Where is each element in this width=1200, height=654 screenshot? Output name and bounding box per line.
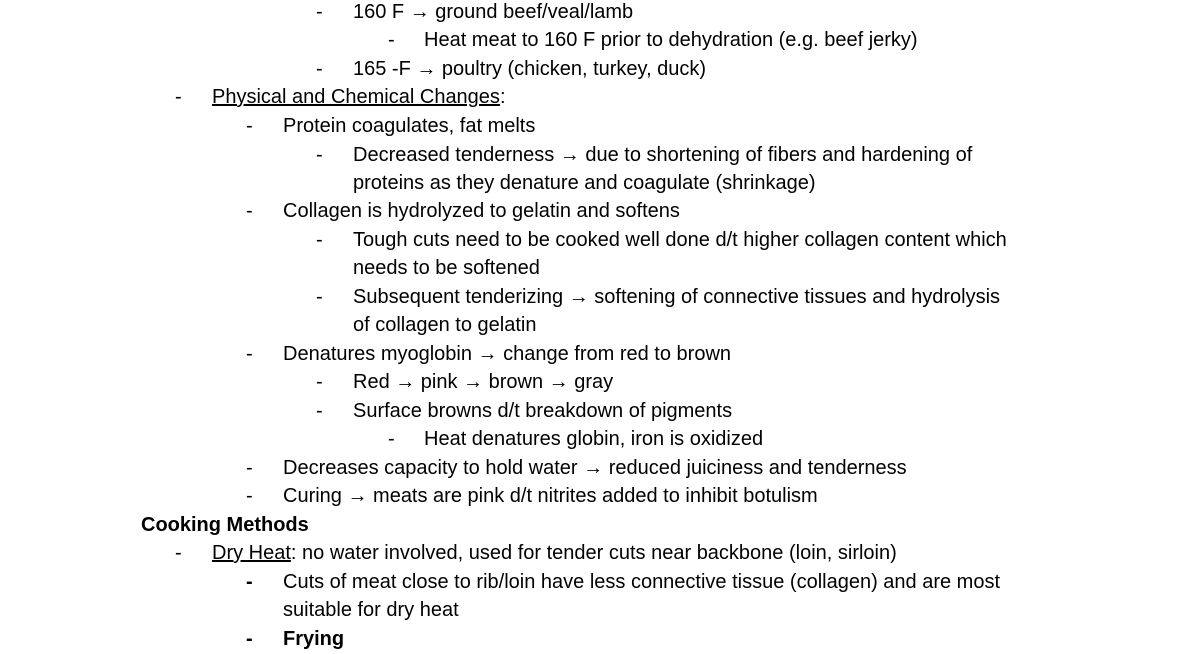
list-item: Collagen is hydrolyzed to gelatin and softens [283, 200, 680, 222]
list-item: Cuts of meat close to rib/loin have less connective tissue (collagen) and are most [283, 571, 1001, 593]
list-bullet: - [388, 29, 395, 51]
list-item: Decreased tenderness → due to shortening of fibers and hardening of [353, 144, 973, 166]
list-item: Denatures myoglobin → change from red to brown [283, 343, 732, 365]
list-item-continuation: suitable for dry heat [283, 599, 459, 621]
frying-heading: Frying [283, 628, 345, 650]
list-item: Subsequent tenderizing → softening of connective tissues and hydrolysis [353, 286, 1001, 308]
list-bullet: - [246, 200, 253, 222]
section-heading-label: Physical and Chemical Changes [212, 86, 500, 108]
list-bullet: - [316, 286, 323, 308]
list-item-continuation: of collagen to gelatin [353, 314, 537, 336]
list-item: Decreases capacity to hold water → reduced juiciness and tenderness [283, 457, 907, 479]
list-bullet: - [316, 58, 323, 80]
list-bullet: - [246, 628, 253, 650]
list-bullet: - [246, 571, 253, 593]
list-item: Surface browns d/t breakdown of pigments [353, 400, 733, 422]
list-bullet: - [316, 371, 323, 393]
list-item: Protein coagulates, fat melts [283, 115, 536, 137]
list-bullet: - [316, 1, 323, 23]
dry-heat-item [212, 541, 897, 565]
list-bullet: - [388, 428, 395, 450]
list-bullet: - [316, 144, 323, 166]
section-heading-physical-chemical [212, 85, 506, 109]
list-item: Red → pink → brown → gray [353, 371, 614, 393]
list-item: Tough cuts need to be cooked well done d/t higher collagen content which [353, 229, 1007, 251]
dry-heat-description: : no water involved, used for tender cuts near backbone (loin, sirloin) [290, 542, 897, 564]
list-bullet: - [246, 485, 253, 507]
list-bullet: - [246, 343, 253, 365]
list-item-continuation: proteins as they denature and coagulate (shrinkage) [353, 172, 816, 194]
list-bullet: - [246, 457, 253, 479]
list-item: Curing → meats are pink d/t nitrites added to inhibit botulism [283, 485, 818, 507]
list-item: 160 F → ground beef/veal/lamb [353, 1, 634, 23]
list-bullet: - [316, 229, 323, 251]
section-heading-cooking-methods: Cooking Methods [141, 514, 309, 536]
dry-heat-label: Dry Heat [212, 542, 291, 564]
list-bullet: - [175, 542, 182, 564]
list-item: Heat meat to 160 F prior to dehydration (e.g. beef jerky) [424, 29, 918, 51]
list-bullet: - [175, 86, 182, 108]
list-item-continuation: needs to be softened [353, 257, 540, 279]
list-item: Heat denatures globin, iron is oxidized [424, 428, 764, 450]
list-bullet: - [246, 115, 253, 137]
list-bullet: - [316, 400, 323, 422]
list-item: 165 -F → poultry (chicken, turkey, duck) [353, 58, 707, 80]
section-heading-suffix: : [499, 86, 506, 108]
